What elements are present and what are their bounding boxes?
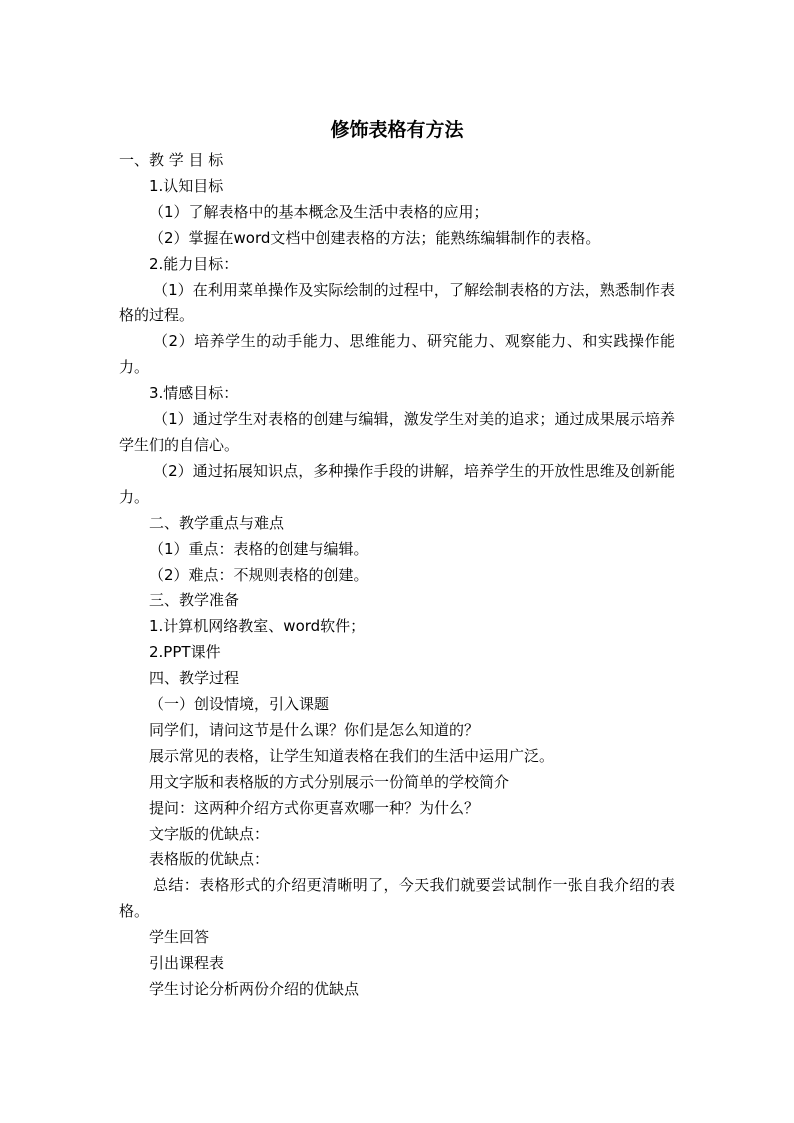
paragraph: 提问：这两种介绍方式你更喜欢哪一种？为什么？ <box>149 798 480 817</box>
paragraph: （2）掌握在word文档中创建表格的方法；能熟练编辑制作的表格。 <box>149 228 601 247</box>
paragraph: 学生回答 <box>149 928 210 947</box>
paragraph: （1）了解表格中的基本概念及生活中表格的应用； <box>149 202 489 221</box>
document-title: 修饰表格有方法 <box>330 119 464 141</box>
paragraph: （1）在利用菜单操作及实际绘制的过程中，了解绘制表格的方法，熟悉制作表格的过程。 <box>119 280 675 325</box>
paragraph: 用文字版和表格版的方式分别展示一份简单的学校简介 <box>149 772 510 791</box>
paragraph: 同学们，请问这节是什么课？你们是怎么知道的？ <box>149 720 480 739</box>
paragraph: 2.PPT课件 <box>149 643 221 662</box>
paragraph: （2）培养学生的动手能力、思维能力、研究能力、观察能力、和实践操作能力。 <box>119 332 675 377</box>
subheading-emotion: 3.情感目标： <box>149 384 239 403</box>
paragraph: 文字版的优缺点： <box>149 824 270 843</box>
section-heading-objectives: 一、教 学 目 标 <box>119 151 224 169</box>
paragraph: （1）通过学生对表格的创建与编辑，激发学生对美的追求；通过成果展示培养学生们的自信心。 <box>119 410 675 454</box>
paragraph: 引出课程表 <box>149 954 225 973</box>
paragraph: （1）重点：表格的创建与编辑。 <box>149 539 369 558</box>
subheading-ability: 2.能力目标： <box>149 254 239 273</box>
paragraph: 1.计算机网络教室、word软件； <box>149 617 366 636</box>
paragraph: 展示常见的表格，让学生知道表格在我们的生活中运用广泛。 <box>149 746 555 765</box>
subheading-cognitive: 1.认知目标 <box>149 176 224 195</box>
document-body <box>119 148 675 1003</box>
paragraph: （2）难点：不规则表格的创建。 <box>149 565 369 584</box>
section-heading-key-points: 二、教学重点与难点 <box>149 513 285 532</box>
section-heading-preparation: 三、教学准备 <box>149 591 240 610</box>
paragraph: 表格版的优缺点： <box>149 850 270 869</box>
paragraph: 学生讨论分析两份介绍的优缺点 <box>149 980 360 998</box>
paragraph: （2）通过拓展知识点，多种操作手段的讲解，培养学生的开放性思维及创新能力。 <box>119 461 675 506</box>
subheading-intro: （一）创设情境，引入课题 <box>149 695 330 714</box>
paragraph: 总结：表格形式的介绍更清晰明了，今天我们就要尝试制作一张自我介绍的表格。 <box>119 876 675 921</box>
section-heading-process: 四、教学过程 <box>149 669 240 688</box>
